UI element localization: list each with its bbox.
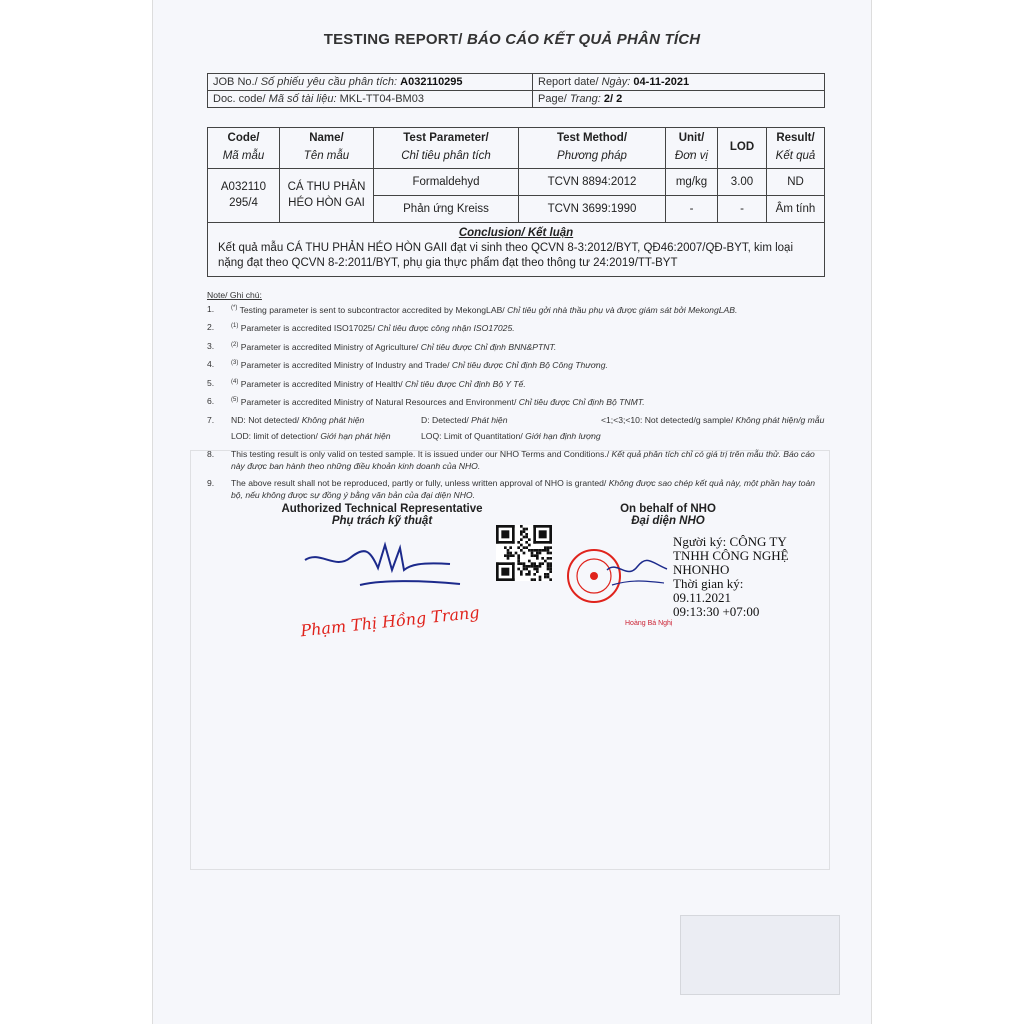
- stamp-caption: Hoàng Bá Nghị: [625, 620, 673, 627]
- signer-name-handwritten: Phạm Thị Hồng Trang: [299, 602, 481, 641]
- test-method: TCVN 8894:2012: [519, 169, 666, 196]
- notes-section: [207, 290, 827, 507]
- signer-label: Người ký: CÔNG TY TNHH CÔNG NGHỆ NHONHO: [673, 534, 789, 577]
- sample-name: CÁ THU PHẢN HÉO HÒN GAI: [280, 169, 374, 223]
- bleed-through-logo: [680, 915, 840, 995]
- conclusion-text: Kết quả mẫu CÁ THU PHẢN HÉO HÒN GAII đạt vi sinh theo QCVN 8-3:2012/BYT, QĐ46:2007/QĐ-BYT, kim loại nặng đạt theo QCVN 8-2:2011/BYT, phụ gia thực phẩm đạt theo thông tư 24:2019/TT-BYT: [218, 242, 794, 269]
- note-item-3: 3. $^{(2)}$ Parameter is accredited Ministry of Agriculture/ Chỉ tiêu được Chỉ định BNN&PTNT.: [207, 340, 557, 352]
- table-row: [208, 169, 825, 196]
- col-header-code: Code/ Mã mẫu: [208, 128, 280, 169]
- sign-date: 09.11.2021: [673, 589, 732, 605]
- note-item-4: 4. $^{(3)}$ Parameter is accredited Ministry of Industry and Trade/ Chỉ tiêu được Chỉ định Bộ Công Thương.: [207, 359, 608, 371]
- test-method: TCVN 3699:1990: [519, 196, 666, 223]
- technical-rep-block: Authorized Technical Representative Phụ trách kỹ thuật: [281, 503, 483, 527]
- digital-signature-scribble: [602, 555, 672, 595]
- col-header-name: Name/ Tên mẫu: [280, 128, 374, 169]
- digital-signature-info: [673, 535, 793, 618]
- test-parameter: Formaldehyd: [374, 169, 519, 196]
- notes-heading: Note/ Ghi chú:: [207, 290, 262, 300]
- doc-code-cell: Doc. code/ Mã số tài liệu: MKL-TT04-BM03: [208, 91, 533, 108]
- qr-code[interactable]: [496, 525, 552, 581]
- note-item-9: 9. The above result shall not be reproduced, partly or fully, unless written approval of NHO is granted/ Không được sao chép kết quả này, một phần hay toàn bộ, nếu không được sự đồng ý bằng văn bản của đại diện NHO.: [207, 478, 816, 500]
- note-item-8: 8. This testing result is only valid on tested sample. It is issued under our NHO Terms and Conditions./ Kết quả phân tích chỉ có giá trị trên mẫu thử. Báo cáo này được ban hành theo những điều khoản kinh doanh của NHO.: [207, 448, 815, 471]
- note-item-1: 1. (*) Testing parameter is sent to subcontractor accredited by MekongLAB/ Chỉ tiêu gởi nhà thầu phụ và được giám sát bởi MekongLAB.: [207, 304, 738, 315]
- unit: mg/kg: [666, 169, 718, 196]
- sign-time-label: Thời gian ký:: [673, 575, 744, 591]
- note-item-7: 7. ND: Not detected/ Không phát hiện D: Detected/ Phát hiện <1;<3;<10: Not detected/g sample/ Không phát hiện/g mẫu LOD: limit of detection/ Giới hạn phát hiện LOQ: Limit of Quantitation/ Giới hạn định lượng: [207, 414, 825, 442]
- sample-code: A032110 295/4: [208, 169, 280, 223]
- page-number-cell: Page/ Trang: 2/ 2: [533, 91, 825, 108]
- note-item-5: 5. $^{(4)}$ Parameter is accredited Ministry of Health/ Chỉ tiêu được Chỉ định Bộ Y Tế.: [207, 377, 526, 389]
- col-header-lod: LOD: [718, 128, 767, 169]
- job-number-cell: JOB No./ Số phiếu yêu cầu phân tích: A032110295: [208, 74, 533, 91]
- lod: 3.00: [718, 169, 767, 196]
- result: ND: [767, 169, 825, 196]
- col-header-method: Test Method/ Phương pháp: [519, 128, 666, 169]
- result: Âm tính: [767, 196, 825, 223]
- col-header-result: Result/ Kết quả: [767, 128, 825, 169]
- results-table: [207, 127, 825, 277]
- nho-representative-block: On behalf of NHO Đại diện NHO: [620, 503, 716, 527]
- col-header-unit: Unit/ Đơn vị: [666, 128, 718, 169]
- test-parameter: Phản ứng Kreiss: [374, 196, 519, 223]
- lod: -: [718, 196, 767, 223]
- unit: -: [666, 196, 718, 223]
- conclusion-title: Conclusion/ Kết luận: [458, 227, 574, 240]
- note-item-2: 2. $^{(1)}$ Parameter is accredited ISO17025/ Chỉ tiêu được công nhận ISO17025.: [207, 322, 515, 334]
- sign-time: 09:13:30 +07:00: [673, 603, 760, 619]
- handwritten-signature: [300, 540, 470, 610]
- conclusion-cell: [208, 223, 825, 277]
- report-header-table: [207, 73, 825, 108]
- report-date-cell: Report date/ Ngày: 04-11-2021: [533, 74, 825, 91]
- report-title: TESTING REPORT/ BÁO CÁO KẾT QUẢ PHÂN TÍCH: [323, 31, 701, 48]
- col-header-parameter: Test Parameter/ Chỉ tiêu phân tích: [374, 128, 519, 169]
- note-item-6: 6. $^{(5)}$ Parameter is accredited Ministry of Natural Resources and Environment/ Chỉ tiêu được Chỉ định Bộ TNMT.: [207, 396, 645, 408]
